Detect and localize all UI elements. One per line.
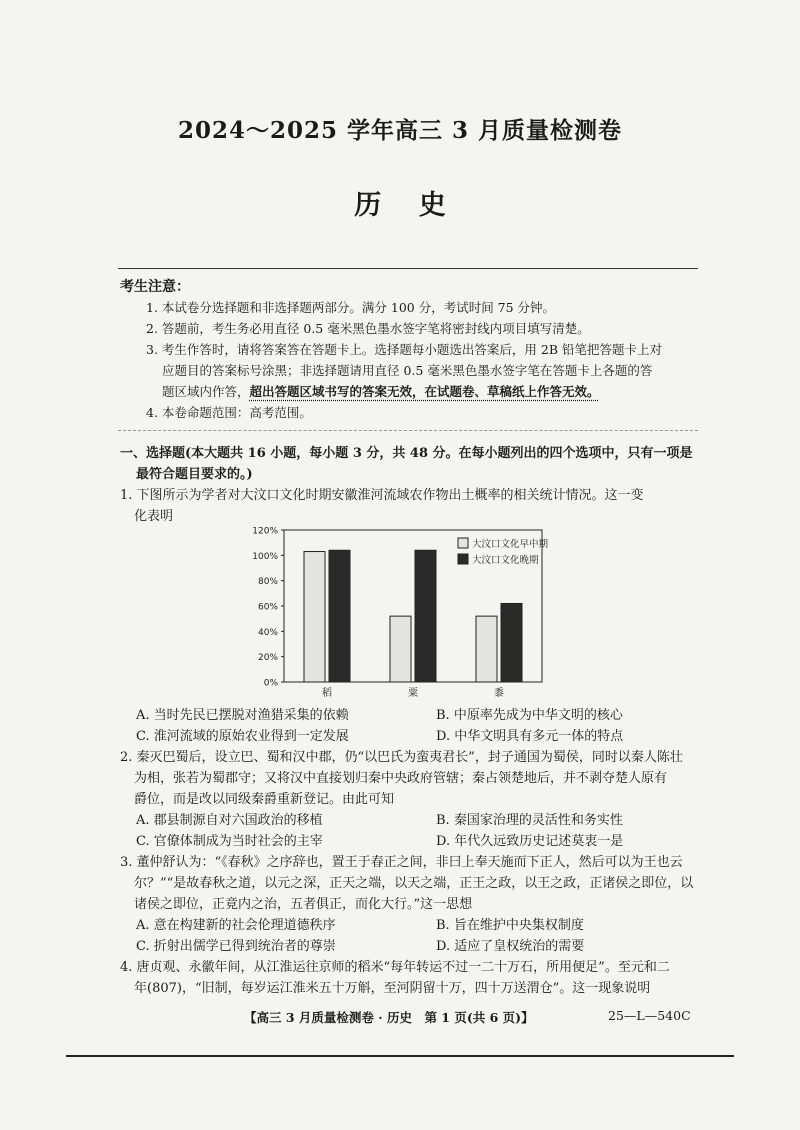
- question-1-stem: 1. 下图所示为学者对大汶口文化时期安徽淮河流域农作物出土概率的相关统计情况。这一变: [120, 488, 644, 503]
- option-c: C. 淮河流域的原始农业得到一定发展: [136, 729, 349, 744]
- notice-item-3-cont2: [162, 381, 707, 402]
- exam-title: 2024～2025 学年高三 3 月质量检测卷: [177, 117, 623, 144]
- x-tick-label: 粟: [408, 688, 418, 699]
- notice-item-3-tail: 题区域内作答，: [162, 384, 250, 399]
- option-d: D. 年代久远致历史记述莫衷一是: [436, 834, 624, 849]
- legend-swatch: [458, 554, 468, 564]
- question-1-stem-cont: 化表明: [134, 509, 174, 524]
- crop-probability-chart: [240, 518, 570, 706]
- question-2-stem-cont: 为相，张若为蜀郡守；又将汉中直接划归秦中央政府管辖；秦占领楚地后，并不剥夺楚人原有: [134, 771, 668, 786]
- bar-1-2: [390, 616, 411, 682]
- footer-page-info: 【高三 3 月质量检测卷 · 历史 第 1 页(共 6 页)】: [244, 1010, 534, 1025]
- option-d: D. 适应了皇权统治的需要: [436, 939, 585, 954]
- notice-item-1: 1. 本试卷分选择题和非选择题两部分。满分 100 分，考试时间 75 分钟。: [146, 300, 556, 315]
- y-tick-label: 0%: [263, 678, 278, 689]
- y-tick-label: 60%: [257, 602, 278, 613]
- bar-1-1: [304, 552, 325, 682]
- subject-title: 历 史: [354, 190, 446, 221]
- x-tick-label: 黍: [494, 688, 504, 699]
- y-tick-label: 120%: [252, 526, 278, 537]
- notice-item-2: 2. 答题前，考生务必用直径 0.5 毫米黑色墨水签字笔将密封线内项目填写清楚。: [146, 321, 590, 336]
- notice-item-3-cont: 应题目的答案标号涂黑；非选择题请用直径 0.5 毫米黑色墨水签字笔在答题卡上各题的答: [162, 363, 653, 378]
- y-tick-label: 100%: [252, 551, 278, 562]
- section-heading: 一、选择题(本大题共 16 小题，每小题 3 分，共 48 分。在每小题列出的四个选项中，只有一项是: [120, 446, 693, 461]
- footer-code: 25—L—540C: [608, 1008, 691, 1023]
- bar-2-1: [329, 550, 350, 682]
- legend-swatch: [458, 538, 468, 548]
- question-3-stem: 3. 董仲舒认为：“《春秋》之序辞也，置王于春正之间，非曰上奉天施而下正人，然后可以为王也云: [120, 855, 683, 870]
- question-2-stem: 2. 秦灭巴蜀后，设立巴、蜀和汉中郡，仍“以巴氏为蛮夷君长”，封子通国为蜀侯，同时以秦人陈壮: [120, 750, 683, 765]
- y-tick-label: 40%: [257, 627, 278, 638]
- option-b: B. 中原率先成为中华文明的核心: [436, 708, 623, 723]
- option-a: A. 当时先民已摆脱对渔猎采集的依赖: [136, 708, 349, 723]
- y-tick-label: 20%: [257, 653, 278, 664]
- bar-1-3: [476, 616, 497, 682]
- option-a: A. 意在构建新的社会伦理道德秩序: [136, 918, 336, 933]
- option-d: D. 中华文明具有多元一体的特点: [436, 729, 624, 744]
- section-heading-cont: 最符合题目要求的。): [136, 467, 253, 482]
- question-3-stem-cont2: 诸侯之即位，正竟内之治，五者俱正，而化大行。”这一思想: [134, 897, 473, 912]
- question-4-stem-cont: 年(807)，“旧制，每岁运江淮米五十万斛，至河阴留十万，四十万送渭仓”。这一现象说明: [134, 981, 651, 996]
- option-c: C. 官僚体制成为当时社会的主宰: [136, 834, 323, 849]
- legend-label: 大汶口文化晚期: [472, 555, 539, 566]
- question-1-options: [136, 705, 696, 747]
- bar-2-3: [501, 603, 522, 682]
- question-4-stem: 4. 唐贞观、永徽年间，从江淮运往京师的稻米“每年转运不过一二十万石，所用便足”。至元和二: [120, 960, 670, 975]
- x-tick-label: 稻: [322, 688, 332, 699]
- notice-item-4: 4. 本卷命题范围：高考范围。: [146, 405, 312, 420]
- notice-item-3: 3. 考生作答时，请将答案答在答题卡上。选择题每小题选出答案后，用 2B 铅笔把答题卡上对: [146, 342, 662, 357]
- option-c: C. 折射出儒学已得到统治者的尊崇: [136, 939, 336, 954]
- question-3-options: [136, 915, 696, 957]
- option-a: A. 郡县制源自对六国政治的移植: [136, 813, 323, 828]
- top-divider: [118, 268, 698, 269]
- option-b: B. 旨在维护中央集权制度: [436, 918, 584, 933]
- legend-label: 大汶口文化早中期: [472, 539, 549, 550]
- notice-heading: 考生注意：: [120, 279, 190, 295]
- notice-emphasis: 超出答题区域书写的答案无效，在试题卷、草稿纸上作答无效。: [249, 384, 600, 399]
- question-3-stem-cont: 尔？”“是故春秋之道，以元之深，正天之端，以天之端，正王之政，以王之政，正诸侯之即位，以: [134, 876, 694, 891]
- option-b: B. 秦国家治理的灵活性和务实性: [436, 813, 623, 828]
- y-tick-label: 80%: [257, 577, 278, 588]
- bar-2-2: [415, 550, 436, 682]
- question-2-stem-cont2: 爵位，而是改以同级秦爵重新登记。由此可知: [134, 792, 395, 807]
- notice-divider: [118, 430, 698, 431]
- bottom-divider: [66, 1055, 734, 1057]
- question-2-options: [136, 810, 696, 852]
